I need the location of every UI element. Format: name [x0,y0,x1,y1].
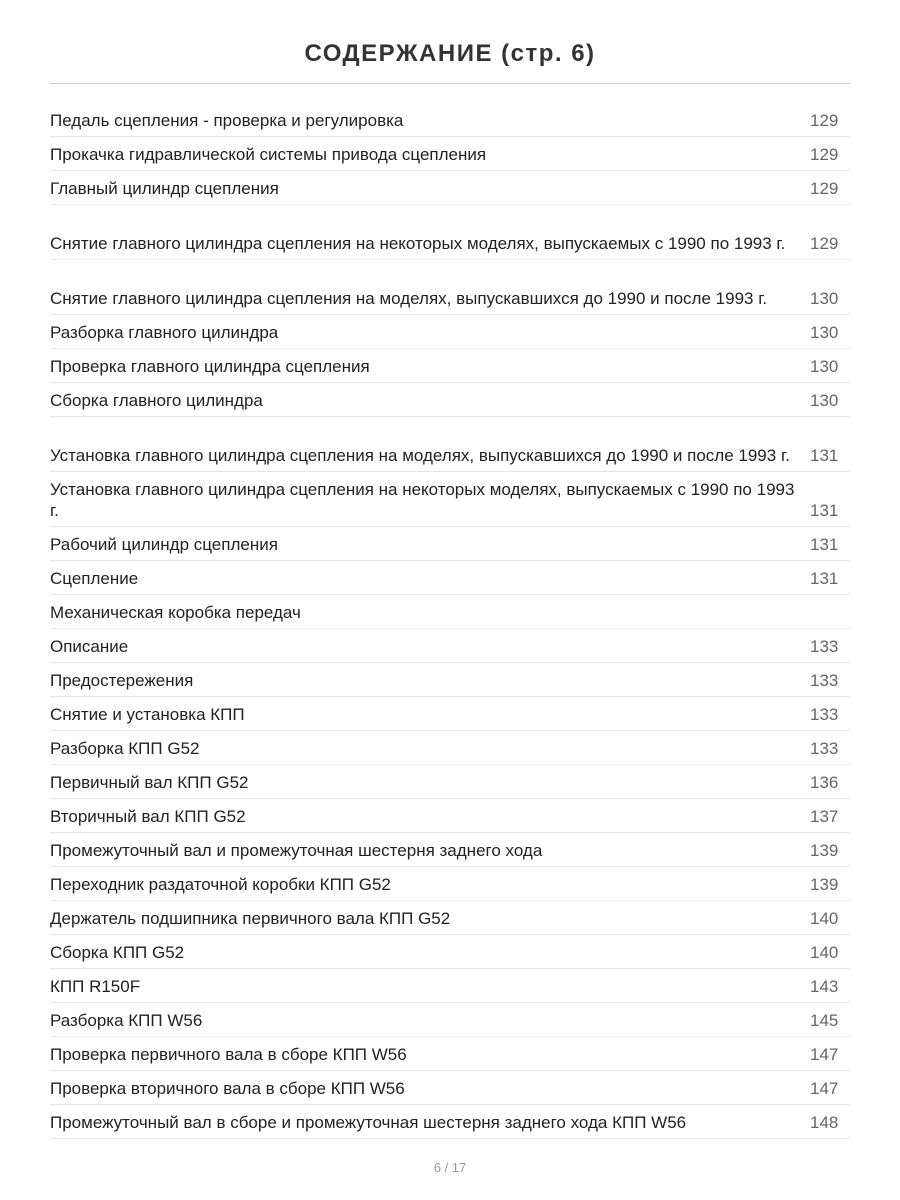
toc-entry-title: Сборка КПП G52 [50,943,185,962]
page-title: СОДЕРЖАНИЕ (стр. 6) [50,0,850,84]
toc-row[interactable] [50,349,850,383]
toc-row[interactable] [50,629,850,663]
toc-entry-title: Снятие и установка КПП [50,705,245,724]
toc-section-row[interactable] [50,595,850,629]
toc-page-number: 130 [810,357,839,376]
toc-row[interactable] [50,969,850,1003]
toc-entry-title: Сцепление [50,569,139,588]
toc-row[interactable] [50,833,850,867]
toc-page-number: 130 [810,323,839,342]
page-pagination: 6 / 17 [433,1160,467,1175]
toc-entry-title: Описание [50,637,129,656]
toc-row[interactable] [50,561,850,595]
toc-entry-title: Предостережения [50,671,194,690]
toc-page-number: 131 [810,569,839,588]
toc-entry-title: Установка главного цилиндра сцепления на моделях, выпускавшихся до 1990 и после 1993 г. [50,446,790,465]
toc-page-number: 129 [810,111,839,130]
toc-entry-title: Снятие главного цилиндра сцепления на некоторых моделях, выпускаемых с 1990 по 1993 г. [50,234,786,253]
toc-row[interactable] [50,731,850,765]
toc-page-number: 140 [810,909,839,928]
toc-page-number: 131 [810,446,839,465]
toc-entry-title: Главный цилиндр сцепления [50,179,279,198]
document-page [50,0,850,1139]
toc-row[interactable] [50,901,850,935]
toc-entry-title: Разборка КПП W56 [50,1011,203,1030]
toc-row[interactable] [50,260,850,315]
toc-row[interactable] [50,765,850,799]
toc-row[interactable] [50,103,850,137]
toc-row[interactable] [50,171,850,205]
toc-entry-title: Держатель подшипника первичного вала КПП G52 [50,909,451,928]
toc-row[interactable] [50,697,850,731]
toc-entry-title: Разборка КПП G52 [50,739,200,758]
toc-page-number: 139 [810,841,839,860]
toc-row[interactable] [50,527,850,561]
toc-page-number: 131 [810,535,839,554]
toc-page-number: 147 [810,1079,839,1098]
toc-entry-title: КПП R150F [50,977,141,996]
toc-entry-title: Снятие главного цилиндра сцепления на моделях, выпускавшихся до 1990 и после 1993 г. [50,289,768,308]
toc-entry-title: Переходник раздаточной коробки КПП G52 [50,875,391,894]
toc-entry-title: Проверка первичного вала в сборе КПП W56 [50,1045,407,1064]
toc-row[interactable] [50,935,850,969]
toc-section-title: Механическая коробка передач [50,603,301,622]
toc-entry-title: Прокачка гидравлической системы привода сцепления [50,145,487,164]
toc-row[interactable] [50,1105,850,1139]
table-of-contents [50,103,850,1139]
toc-entry-title: Промежуточный вал и промежуточная шестерня заднего хода [50,841,543,860]
toc-row[interactable] [50,137,850,171]
toc-entry-title: Сборка главного цилиндра [50,391,263,410]
toc-row[interactable] [50,799,850,833]
toc-entry-title: Разборка главного цилиндра [50,323,279,342]
toc-page-number: 139 [810,875,839,894]
toc-entry-title: Рабочий цилиндр сцепления [50,535,278,554]
toc-row[interactable] [50,1071,850,1105]
toc-page-number: 133 [810,637,839,656]
toc-row[interactable] [50,663,850,697]
toc-row[interactable] [50,205,850,260]
toc-entry-title: Вторичный вал КПП G52 [50,807,246,826]
toc-row[interactable] [50,867,850,901]
toc-entry-title: Проверка главного цилиндра сцепления [50,357,370,376]
toc-page-number: 147 [810,1045,839,1064]
toc-page-number: 137 [810,807,839,826]
toc-page-number: 130 [810,289,839,308]
toc-row[interactable] [50,383,850,417]
toc-entry-title: Промежуточный вал в сборе и промежуточная шестерня заднего хода КПП W56 [50,1113,687,1132]
toc-page-number: 145 [810,1011,839,1030]
toc-entry-title: Установка главного цилиндра сцепления на некоторых моделях, выпускаемых с 1990 по 1993 г. [50,480,795,520]
toc-entry-title: Первичный вал КПП G52 [50,773,249,792]
toc-page-number: 129 [810,234,839,253]
toc-page-number: 133 [810,739,839,758]
toc-page-number: 130 [810,391,839,410]
toc-row[interactable] [50,472,850,527]
toc-page-number: 133 [810,671,839,690]
toc-page-number: 136 [810,773,839,792]
toc-row[interactable] [50,1037,850,1071]
toc-page-number: 129 [810,179,839,198]
toc-entry-title: Проверка вторичного вала в сборе КПП W56 [50,1079,405,1098]
toc-row[interactable] [50,417,850,472]
toc-page-number: 129 [810,145,839,164]
toc-page-number: 143 [810,977,839,996]
toc-page-number: 133 [810,705,839,724]
toc-page-number: 140 [810,943,839,962]
toc-page-number: 148 [810,1113,839,1132]
toc-row[interactable] [50,1003,850,1037]
toc-row[interactable] [50,315,850,349]
toc-page-number: 131 [810,501,839,520]
toc-entry-title: Педаль сцепления - проверка и регулировка [50,111,404,130]
